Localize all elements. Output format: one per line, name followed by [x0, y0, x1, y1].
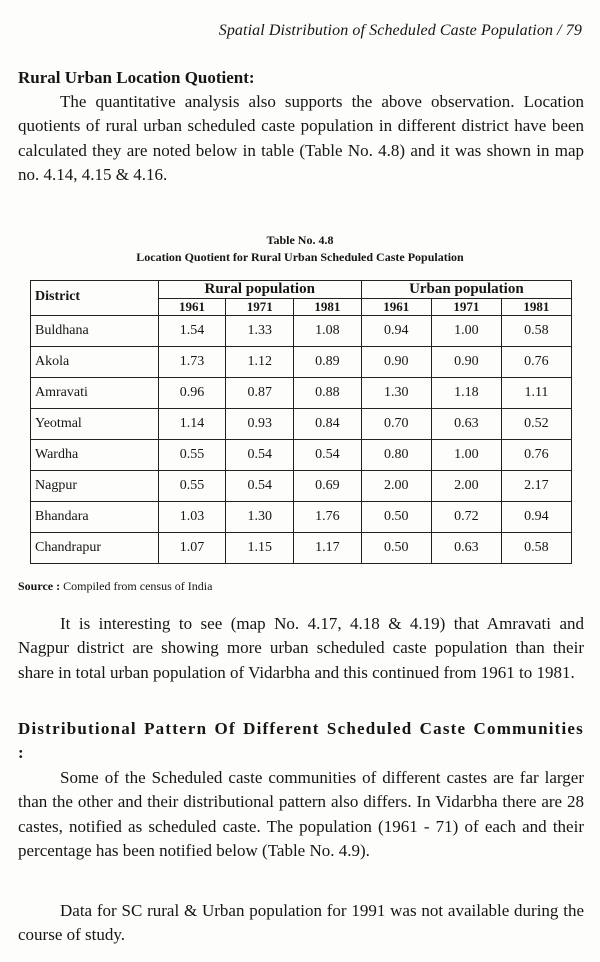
table-row	[31, 440, 572, 471]
quotient-cell: 0.90	[431, 347, 501, 378]
paragraph-intro: The quantitative analysis also supports the above observation. Location quotients of rural urban scheduled caste population in different district have been calculated they are noted below in table (Table No. 4.8) and it was shown in map no. 4.14, 4.15 & 4.16.	[18, 92, 584, 184]
quotient-cell: 0.84	[294, 409, 362, 440]
quotient-cell: 1.00	[431, 440, 501, 471]
quotient-cell: 1.07	[158, 533, 226, 564]
paragraph-amravati-nagpur: It is interesting to see (map No. 4.17, 4.18 & 4.19) that Amravati and Nagpur district are showing more urban scheduled caste population than their share in total urban population of Vidarbha and this continued from 1961 to 1981.	[18, 614, 584, 682]
quotient-cell: 0.76	[501, 440, 571, 471]
quotient-cell: 0.94	[361, 316, 431, 347]
quotient-cell: 2.17	[501, 471, 571, 502]
quotient-cell: 0.55	[158, 440, 226, 471]
quotient-cell: 0.96	[158, 378, 226, 409]
quotient-cell: 0.88	[294, 378, 362, 409]
quotient-cell: 1.54	[158, 316, 226, 347]
year-header-urban-1961: 1961	[361, 299, 431, 316]
quotient-cell: 0.63	[431, 533, 501, 564]
urban-group-header: Urban population	[361, 281, 571, 299]
table-row	[31, 316, 572, 347]
district-name-cell: Nagpur	[31, 471, 159, 502]
quotient-cell: 0.69	[294, 471, 362, 502]
table-row	[31, 533, 572, 564]
quotient-cell: 1.08	[294, 316, 362, 347]
quotient-cell: 1.03	[158, 502, 226, 533]
quotient-cell: 0.94	[501, 502, 571, 533]
quotient-cell: 0.63	[431, 409, 501, 440]
table-row	[31, 347, 572, 378]
quotient-cell: 0.93	[226, 409, 294, 440]
paragraph-communities: Some of the Scheduled caste communities of different castes are far larger than the other and their distributional pattern also differs. In Vidarbha there are 28 castes, notified as scheduled caste. The population (1961 - 71) of each and their percentage has been notified below (Table No. 4.9).	[18, 768, 584, 860]
quotient-cell: 0.76	[501, 347, 571, 378]
quotient-cell: 1.76	[294, 502, 362, 533]
quotient-cell: 1.30	[226, 502, 294, 533]
source-text: Compiled from census of India	[63, 579, 213, 593]
quotient-cell: 1.12	[226, 347, 294, 378]
quotient-cell: 1.30	[361, 378, 431, 409]
source-label: Source :	[18, 579, 61, 593]
table-source	[18, 579, 212, 594]
year-header-urban-1981: 1981	[501, 299, 571, 316]
table-body	[31, 316, 572, 564]
location-quotient-table	[30, 280, 572, 564]
quotient-cell: 0.90	[361, 347, 431, 378]
quotient-cell: 0.54	[294, 440, 362, 471]
quotient-cell: 0.55	[158, 471, 226, 502]
quotient-cell: 0.54	[226, 440, 294, 471]
year-header-urban-1971: 1971	[431, 299, 501, 316]
district-name-cell: Chandrapur	[31, 533, 159, 564]
quotient-cell: 0.50	[361, 502, 431, 533]
quotient-cell: 0.52	[501, 409, 571, 440]
running-header: Spatial Distribution of Scheduled Caste Population / 79	[218, 22, 582, 39]
quotient-cell: 0.54	[226, 471, 294, 502]
table-number: Table No. 4.8	[266, 233, 334, 247]
quotient-cell: 1.18	[431, 378, 501, 409]
district-name-cell: Akola	[31, 347, 159, 378]
district-name-cell: Buldhana	[31, 316, 159, 347]
table-row	[31, 409, 572, 440]
section-heading-location-quotient: Rural Urban Location Quotient:	[18, 68, 255, 87]
table-row	[31, 502, 572, 533]
quotient-cell: 0.80	[361, 440, 431, 471]
table-title: Location Quotient for Rural Urban Scheduled Caste Population	[136, 250, 464, 264]
quotient-cell: 0.72	[431, 502, 501, 533]
paragraph-data-availability: Data for SC rural & Urban population for 1991 was not available during the course of study.	[18, 901, 584, 945]
year-header-rural-1971: 1971	[226, 299, 294, 316]
district-name-cell: Yeotmal	[31, 409, 159, 440]
quotient-cell: 1.17	[294, 533, 362, 564]
rural-group-header: Rural population	[158, 281, 361, 299]
table-row	[31, 471, 572, 502]
quotient-cell: 2.00	[361, 471, 431, 502]
quotient-cell: 0.87	[226, 378, 294, 409]
district-name-cell: Wardha	[31, 440, 159, 471]
quotient-cell: 1.11	[501, 378, 571, 409]
year-header-rural-1981: 1981	[294, 299, 362, 316]
year-header-rural-1961: 1961	[158, 299, 226, 316]
table-header-row	[31, 281, 572, 299]
quotient-cell: 0.89	[294, 347, 362, 378]
quotient-cell: 1.00	[431, 316, 501, 347]
quotient-cell: 0.58	[501, 533, 571, 564]
district-column-header: District	[31, 281, 159, 316]
table-row	[31, 378, 572, 409]
quotient-cell: 1.15	[226, 533, 294, 564]
quotient-cell: 0.58	[501, 316, 571, 347]
quotient-cell: 1.73	[158, 347, 226, 378]
quotient-cell: 1.33	[226, 316, 294, 347]
quotient-cell: 0.70	[361, 409, 431, 440]
quotient-cell: 1.14	[158, 409, 226, 440]
quotient-cell: 0.50	[361, 533, 431, 564]
quotient-cell: 2.00	[431, 471, 501, 502]
district-name-cell: Bhandara	[31, 502, 159, 533]
district-name-cell: Amravati	[31, 378, 159, 409]
section-heading-distributional-pattern: Distributional Pattern Of Different Scheduled Caste Communities :	[18, 719, 584, 763]
